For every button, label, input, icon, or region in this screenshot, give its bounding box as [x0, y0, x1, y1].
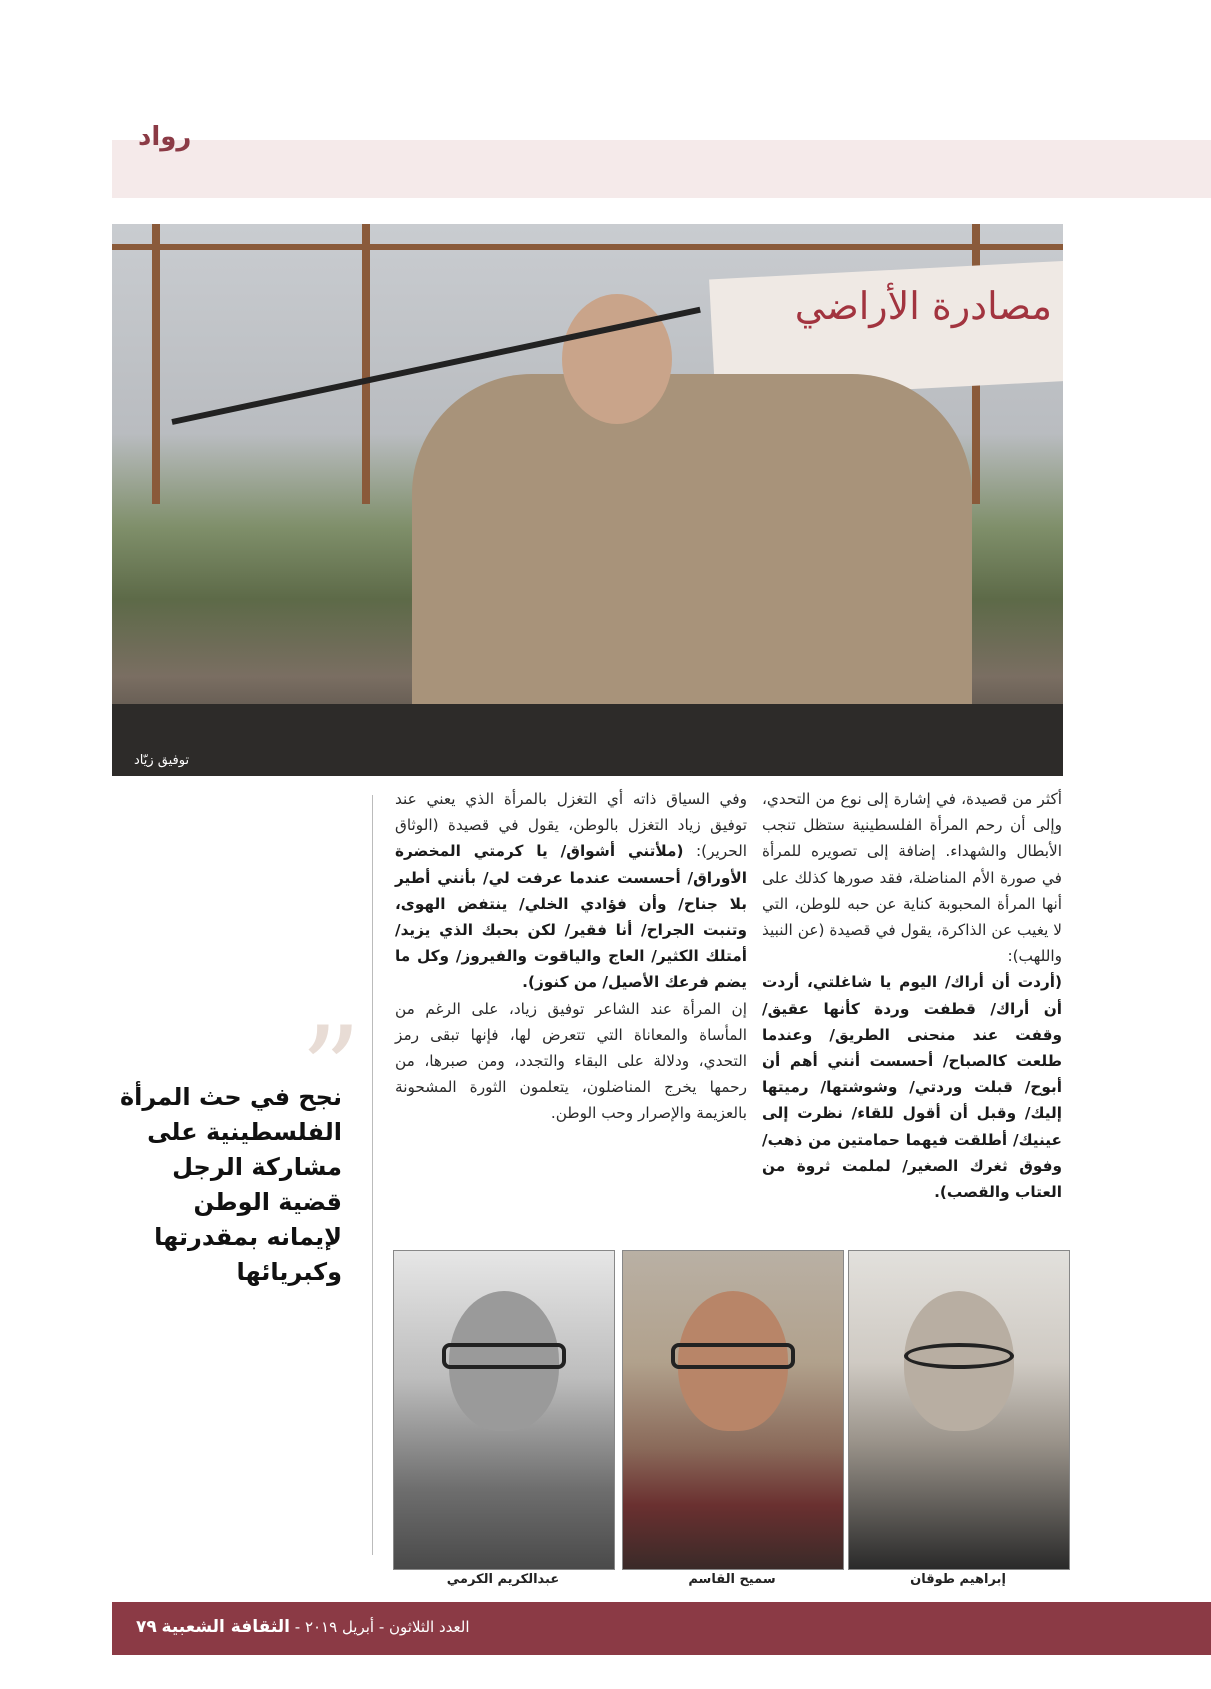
footer [130, 1617, 470, 1637]
glasses-icon [442, 1343, 566, 1369]
poem-excerpt: (ملأتني أشواق/ يا كرمتي المخضرة الأوراق/ أحسست عندما عرفت لي/ بأنني أطير بلا جناح/ وأن فؤادي الخلي/ ينتفض الهوى، وتنبت الجراح/ أنا فقير/ لكن بحبك الذي يزيد/ أمتلك الكثير/ العاج والياقوت والفيروز/ وكل ما يضم فرعك الأصيل/ من كنوز). [395, 842, 747, 992]
portrait-photo [622, 1250, 844, 1570]
portrait-photo [393, 1250, 615, 1570]
column-divider [372, 795, 373, 1555]
stage-pole [362, 224, 370, 504]
main-photo [112, 224, 1063, 776]
portrait-caption: إبراهيم طوقان [910, 1572, 1006, 1587]
issue-info: العدد الثلاثون - أبريل ٢٠١٩ - [294, 1618, 470, 1636]
text-column-right [762, 786, 1062, 1205]
magazine-name: الثقافة الشعبية [161, 1617, 290, 1637]
glasses-icon [904, 1343, 1014, 1369]
paragraph: وفي السياق ذاته أي التغزل بالمرأة الذي يعني عند توفيق زياد التغزل بالوطن، يقول في قصيدة (الوثاق الحرير): [395, 790, 747, 861]
stage-rail [112, 224, 1063, 250]
portrait-photo [848, 1250, 1070, 1570]
quote-mark-icon: ” [300, 1002, 362, 1141]
protest-banner-text: مصادرة الأراضي [794, 284, 1052, 328]
main-photo-caption: توفيق زيّاد [134, 753, 190, 768]
section-title: رواد [138, 122, 192, 152]
portrait-caption: عبدالكريم الكرمي [446, 1572, 560, 1587]
page-number: ٧٩ [136, 1617, 157, 1637]
stage-pole [152, 224, 160, 504]
glasses-icon [671, 1343, 795, 1369]
paragraph: أكثر من قصيدة، في إشارة إلى نوع من التحدي، وإلى أن رحم المرأة الفلسطينية ستظل تنجب الأبطال والشهداء. إضافة إلى تصويره للمرأة في صورة الأم المناضلة، فقد صورها كذلك على أنها المرأة المحبوبة كناية عن حبه للوطن، التي لا يغيب عن الذاكرة، يقول في قصيدة (عن النبيذ واللهب): [762, 790, 1062, 966]
text-column-left [395, 786, 747, 1127]
speaker-head [562, 294, 672, 424]
portrait-caption: سميح القاسم [688, 1572, 776, 1587]
speaker-table [112, 704, 1063, 776]
header-band [112, 140, 1211, 198]
pull-quote: نجح في حث المرأة الفلسطينية على مشاركة الرجل قضية الوطن لإيمانه بمقدرتها وكبريائها [119, 1083, 342, 1286]
poem-excerpt: (أردت أن أراك/ اليوم يا شاغلتي، أردت أن أراك/ قطفت وردة كأنها عقيق/ وقفت عند منحنى الطريق/ وعندما طلعت كالصباح/ أحسست أنني أهم أن أبوح/ قبلت وردتي/ وشوشتها/ رميتها إليك/ وقبل أن أقول للقاء/ نظرت إلى عينيك/ أطلقت فيهما حمامتين من ذهب/ وفوق ثغرك الصغير/ لملمت ثروة من العتاب والقصب). [762, 973, 1062, 1202]
paragraph: إن المرأة عند الشاعر توفيق زياد، على الرغم من المأساة والمعاناة التي تتعرض لها، فإنها تبقى رمز التحدي، ودلالة على البقاء والتجدد، ومن صبرها، من رحمها يخرج المناضلون، يتعلمون الثورة المشحونة بالعزيمة والإصرار وحب الوطن. [395, 999, 747, 1123]
